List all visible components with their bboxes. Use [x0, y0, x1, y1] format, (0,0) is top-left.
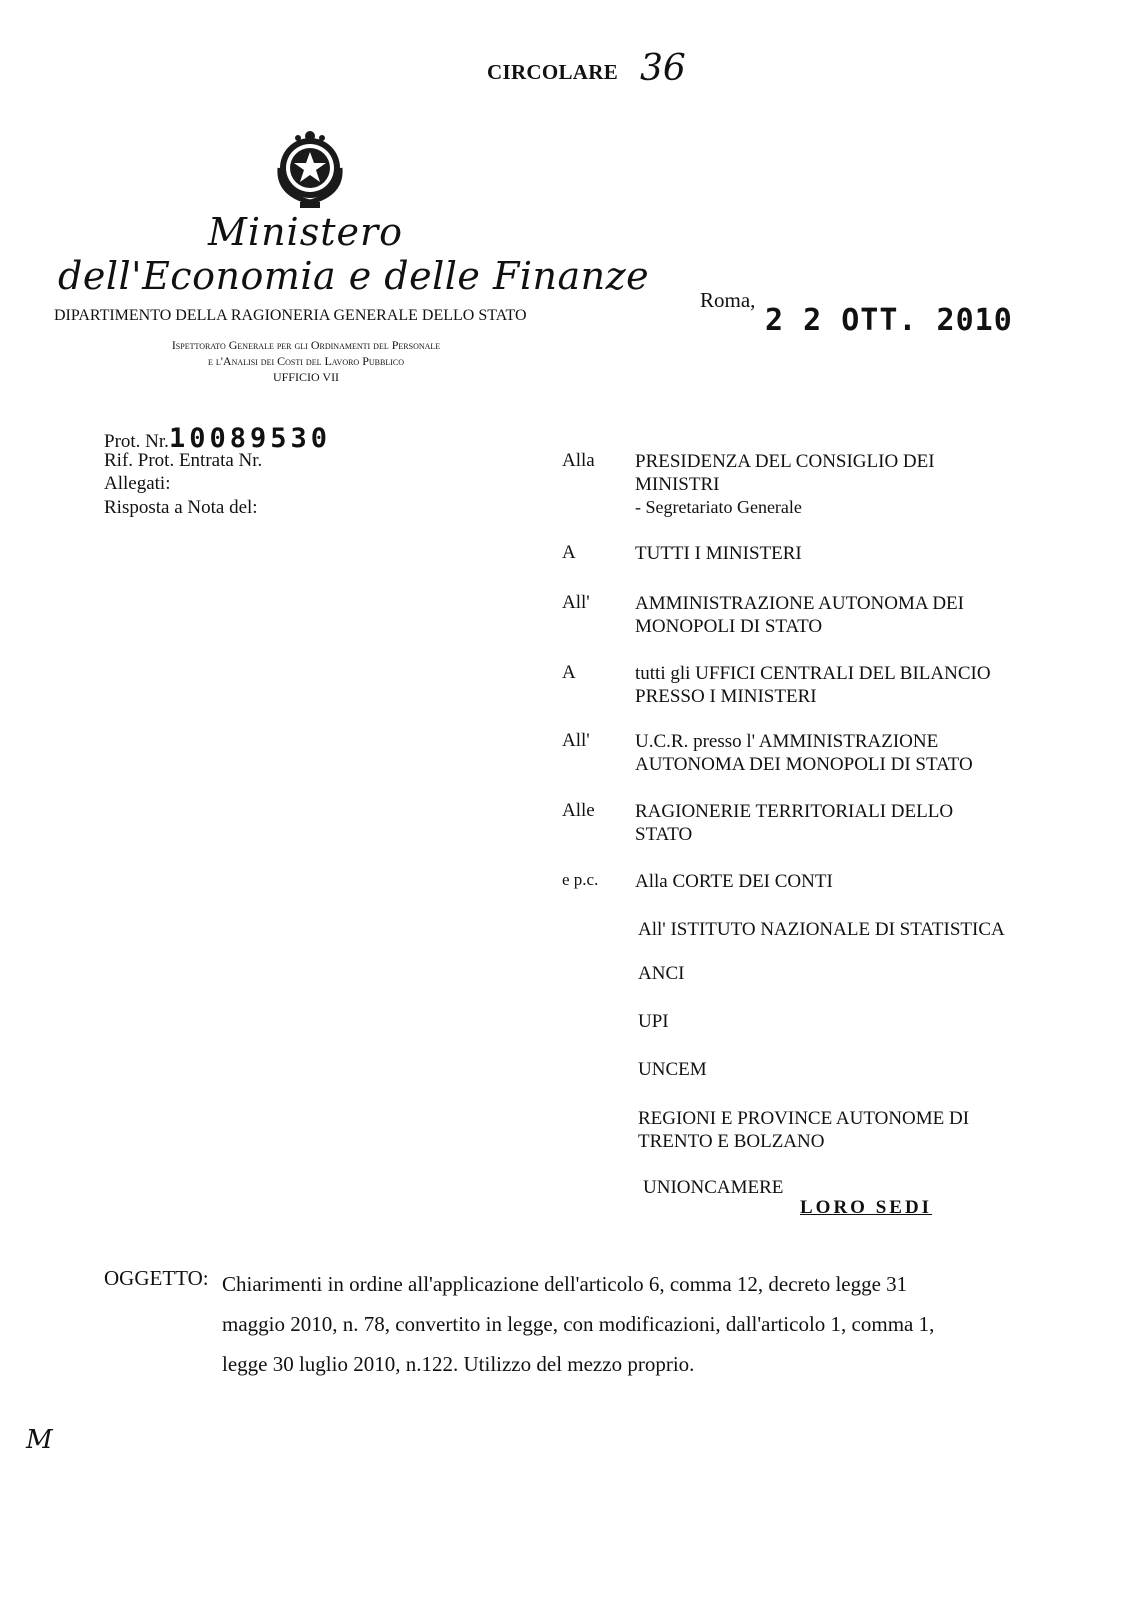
recipient-entry [638, 1107, 1058, 1153]
handwritten-initials: M [26, 1425, 53, 1455]
recipient-label: A [562, 662, 576, 683]
recipient-line: TRENTO E BOLZANO [638, 1131, 825, 1152]
recipient-subline: - Segretariato Generale [635, 497, 802, 517]
department-name: DIPARTIMENTO DELLA RAGIONERIA GENERALE DELLO STATO [54, 307, 527, 324]
recipient-line: UNIONCAMERE [643, 1177, 784, 1198]
recipient-entry [635, 542, 1055, 565]
recipient-label: Alla [562, 450, 595, 471]
recipient-entry [638, 962, 1058, 985]
loro-sedi: LORO SEDI [800, 1197, 933, 1218]
recipient-line: RAGIONERIE TERRITORIALI DELLO [635, 801, 954, 822]
recipient-entry [638, 1058, 1058, 1081]
recipient-entry [643, 1176, 1063, 1199]
date-stamp: 2 2 OTT. 2010 [765, 303, 1013, 338]
recipient-entry [635, 450, 1055, 519]
risposta-label: Risposta a Nota del: [104, 497, 258, 518]
subject-line: legge 30 luglio 2010, n.122. Utilizzo del mezzo proprio. [222, 1352, 695, 1376]
subject-line: Chiarimenti in ordine all'applicazione dell'articolo 6, comma 12, decreto legge 31 [222, 1272, 908, 1296]
subject-label: OGGETTO: [104, 1266, 209, 1290]
inspectorate-line: e l'Analisi dei Costi del Lavoro Pubblico [207, 354, 404, 368]
recipient-line: U.C.R. presso l' AMMINISTRAZIONE [635, 731, 939, 752]
recipient-line: All' ISTITUTO NAZIONALE DI STATISTICA [638, 919, 1005, 940]
recipient-entry [638, 918, 1058, 941]
protocol-label: Prot. Nr. [104, 431, 169, 452]
recipient-line: tutti gli UFFICI CENTRALI DEL BILANCIO [635, 663, 991, 684]
recipient-line: AUTONOMA DEI MONOPOLI DI STATO [635, 754, 973, 775]
recipient-entry [635, 662, 1055, 708]
inspectorate-line: UFFICIO VII [272, 370, 340, 384]
recipient-entry [638, 1010, 1058, 1033]
recipient-line: PRESSO I MINISTERI [635, 686, 817, 707]
inspectorate-block [0, 337, 612, 385]
recipient-line: PRESIDENZA DEL CONSIGLIO DEI [635, 451, 935, 472]
recipient-line: STATO [635, 824, 693, 845]
recipient-line: UPI [638, 1011, 669, 1032]
rif-prot-label: Rif. Prot. Entrata Nr. [104, 450, 263, 471]
recipient-label: Alle [562, 800, 595, 821]
protocol-number: 10089530 [168, 423, 331, 454]
inspectorate-line: Ispettorato Generale per gli Ordinamenti del Personale [171, 338, 441, 352]
subject-line: maggio 2010, n. 78, convertito in legge, con modificazioni, dall'articolo 1, comma 1, [222, 1312, 935, 1336]
recipient-label: All' [562, 730, 590, 751]
recipient-entry [635, 870, 1055, 893]
recipient-entry [635, 800, 1055, 846]
ministry-name-line2: dell'Economia e delle Finanze [58, 254, 650, 298]
recipient-line: AMMINISTRAZIONE AUTONOMA DEI [635, 593, 964, 614]
recipient-label: All' [562, 592, 590, 613]
recipient-line: Alla CORTE DEI CONTI [635, 871, 833, 892]
ministry-name-line1: Ministero [208, 210, 403, 254]
recipient-entry [635, 730, 1055, 776]
recipient-line: MINISTRI [635, 474, 720, 495]
subject-text [222, 1264, 1012, 1384]
circolare-label: CIRCOLARE [487, 60, 619, 84]
recipient-line: REGIONI E PROVINCE AUTONOME DI [638, 1108, 970, 1129]
italian-republic-emblem-icon [270, 128, 350, 212]
allegati-label: Allegati: [104, 473, 171, 494]
recipient-label: A [562, 542, 576, 563]
recipient-entry [635, 592, 1055, 638]
circolare-number: 36 [640, 48, 686, 89]
recipient-line: ANCI [638, 963, 685, 984]
recipient-line: TUTTI I MINISTERI [635, 543, 802, 564]
recipient-line: UNCEM [638, 1059, 707, 1080]
recipient-label: e p.c. [562, 870, 599, 889]
place: Roma, [700, 288, 756, 312]
recipient-line: MONOPOLI DI STATO [635, 616, 823, 637]
